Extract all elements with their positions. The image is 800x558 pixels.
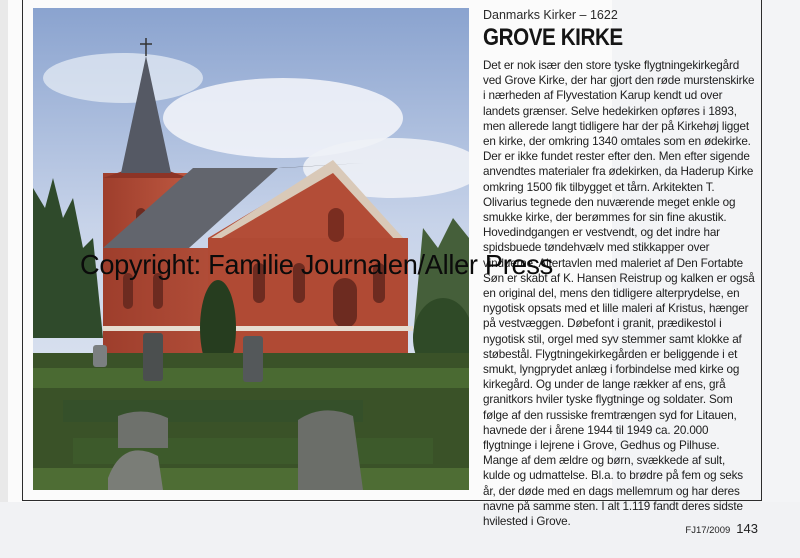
page-footer: [685, 521, 758, 536]
article-title: GROVE KIRKE: [483, 24, 623, 51]
page-number: 143: [736, 521, 758, 536]
copyright-watermark: Copyright: Familie Journalen/Aller Press: [80, 249, 553, 280]
page-edge: [0, 0, 8, 558]
article-body: Det er nok især den store tyske flygtningekirkegård ved Grove Kirke, der har gjort den røde murstenskirke i nærheden af Flyvestation Karup kendt ud over landets grænser. Selve hedekirken opføres i 1893, men allerede langt tidligere har der på Kirkehøj ligget en kirke, der omkring 1340 omtales som en ødekirke. Der er ikke fundet rester efter den. Men efter sigende anvendtes materialer fra ødekirken, da Haderup Kirke omkring 1500 fik tilbygget et tårn. Arkitekten T. Olivarius tegnede den nuværende meget enkle og smukke kirke, der berømmes for sin fine akustik. Hovedindgangen er vestvendt, og det indre har spidsbuede tøndehvælv med stikkapper over vinduerne. Altertavlen med maleriet af Den Fortabte Søn er skabt af K. Hansen Reistrup og kalken er også en original del, mens den tidligere alterprydelse, en nygotisk opsats med et lille maleri af Kristus, hænger på vestvæggen. Døbefont i granit, prædikestol i nygotisk stil, orgel med syv stemmer samt klokke af støbestål. Flygtningekirkegården er beliggende i et smukt, lyngprydet anlæg i forbindelse med kirke og kirkegård. Og under de lange rækker af ens, grå granitkors hviler tyske flygtninge og soldater. Som følge af den russiske fremtrængen syd for Litauen, havnede der i årene 1944 til 1949 ca. 20.000 flygtninge i lejrene i Grove, Gedhus og Pilhuse. Mange af dem ældre og børn, svækkede af sult, kulde og udmattelse. Bl.a. to brødre på fem og seks år, der døde med en dags mellemrum og har deres navne på samme sten. I alt 1.119 fandt deres sidste hvilested i Grove.: [483, 59, 755, 529]
series-kicker: Danmarks Kirker – 1622: [483, 8, 618, 22]
issue-label: FJ17/2009: [685, 525, 731, 536]
